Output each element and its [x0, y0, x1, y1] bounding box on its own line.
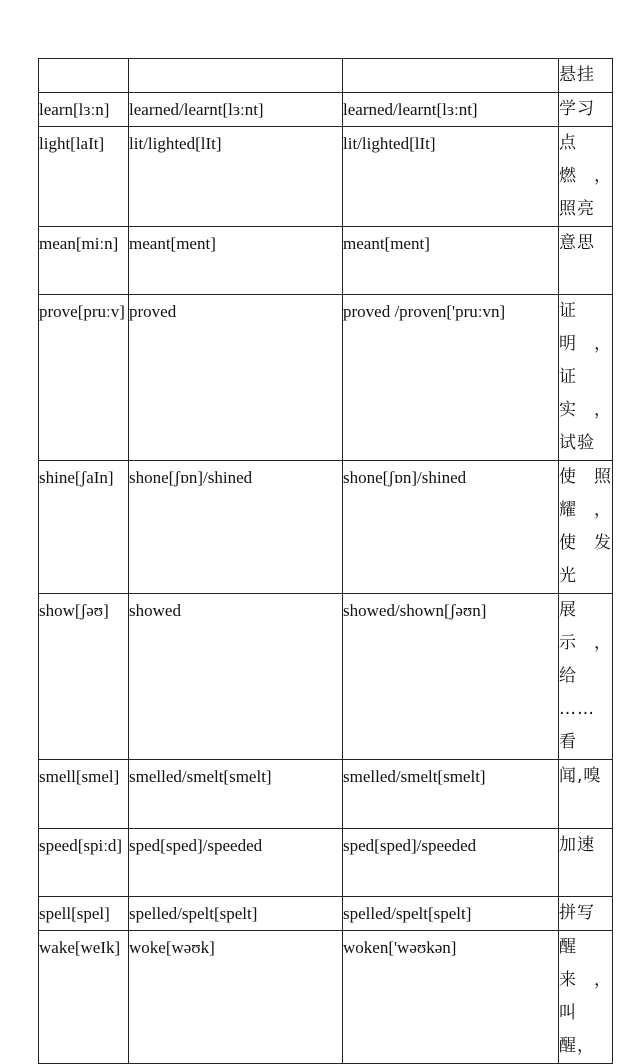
meaning-cell: 醒来，叫 醒， [559, 931, 613, 1064]
base-form-cell: smell[smel] [39, 760, 129, 829]
table-row [39, 227, 613, 295]
past-participle-cell: lit/lighted[lIt] [343, 127, 559, 227]
base-form-cell: shine[ʃaIn] [39, 461, 129, 594]
base-form-cell [39, 59, 129, 93]
past-participle-cell: woken['wəʊkən] [343, 931, 559, 1064]
table-row [39, 897, 613, 931]
past-participle-cell: proved /proven['pruːvn] [343, 295, 559, 461]
meaning-cell: 拼写 [559, 897, 613, 931]
past-tense-cell: sped[sped]/speeded [129, 829, 343, 897]
past-tense-cell: woke[wəʊk] [129, 931, 343, 1064]
base-form-cell: wake[weIk] [39, 931, 129, 1064]
meaning-cell: 闻,嗅 [559, 760, 613, 829]
past-tense-cell: spelled/spelt[spelt] [129, 897, 343, 931]
base-form-cell: spell[spel] [39, 897, 129, 931]
past-tense-cell: meant[ment] [129, 227, 343, 295]
table-row [39, 829, 613, 897]
past-tense-cell: lit/lighted[lIt] [129, 127, 343, 227]
base-form-cell: show[ʃəʊ] [39, 594, 129, 760]
table-row [39, 594, 613, 760]
table-row [39, 93, 613, 127]
irregular-verbs-table [38, 58, 613, 1064]
base-form-cell: learn[lɜːn] [39, 93, 129, 127]
table-row [39, 461, 613, 594]
base-form-cell: prove[pruːv] [39, 295, 129, 461]
base-form-cell: speed[spiːd] [39, 829, 129, 897]
past-tense-cell [129, 59, 343, 93]
meaning-cell: 使 照耀，使发光 [559, 461, 613, 594]
past-participle-cell: sped[sped]/speeded [343, 829, 559, 897]
meaning-cell: 点 燃，照亮 [559, 127, 613, 227]
past-participle-cell: shone[ʃɒn]/shined [343, 461, 559, 594]
meaning-cell: 展 示，给 ……看 [559, 594, 613, 760]
base-form-cell: light[laIt] [39, 127, 129, 227]
past-participle-cell [343, 59, 559, 93]
meaning-cell: 加速 [559, 829, 613, 897]
meaning-cell: 意思 [559, 227, 613, 295]
past-participle-cell: spelled/spelt[spelt] [343, 897, 559, 931]
past-tense-cell: showed [129, 594, 343, 760]
past-participle-cell: meant[ment] [343, 227, 559, 295]
table-row [39, 127, 613, 227]
past-participle-cell: smelled/smelt[smelt] [343, 760, 559, 829]
table-row [39, 295, 613, 461]
past-participle-cell: showed/shown[ʃəʊn] [343, 594, 559, 760]
table-row [39, 931, 613, 1064]
base-form-cell: mean[miːn] [39, 227, 129, 295]
past-participle-cell: learned/learnt[lɜːnt] [343, 93, 559, 127]
table-row [39, 760, 613, 829]
past-tense-cell: learned/learnt[lɜːnt] [129, 93, 343, 127]
past-tense-cell: proved [129, 295, 343, 461]
past-tense-cell: shone[ʃɒn]/shined [129, 461, 343, 594]
meaning-cell: 学习 [559, 93, 613, 127]
meaning-cell: 证 明，证 实，试验 [559, 295, 613, 461]
table-row [39, 59, 613, 93]
past-tense-cell: smelled/smelt[smelt] [129, 760, 343, 829]
meaning-cell: 悬挂 [559, 59, 613, 93]
